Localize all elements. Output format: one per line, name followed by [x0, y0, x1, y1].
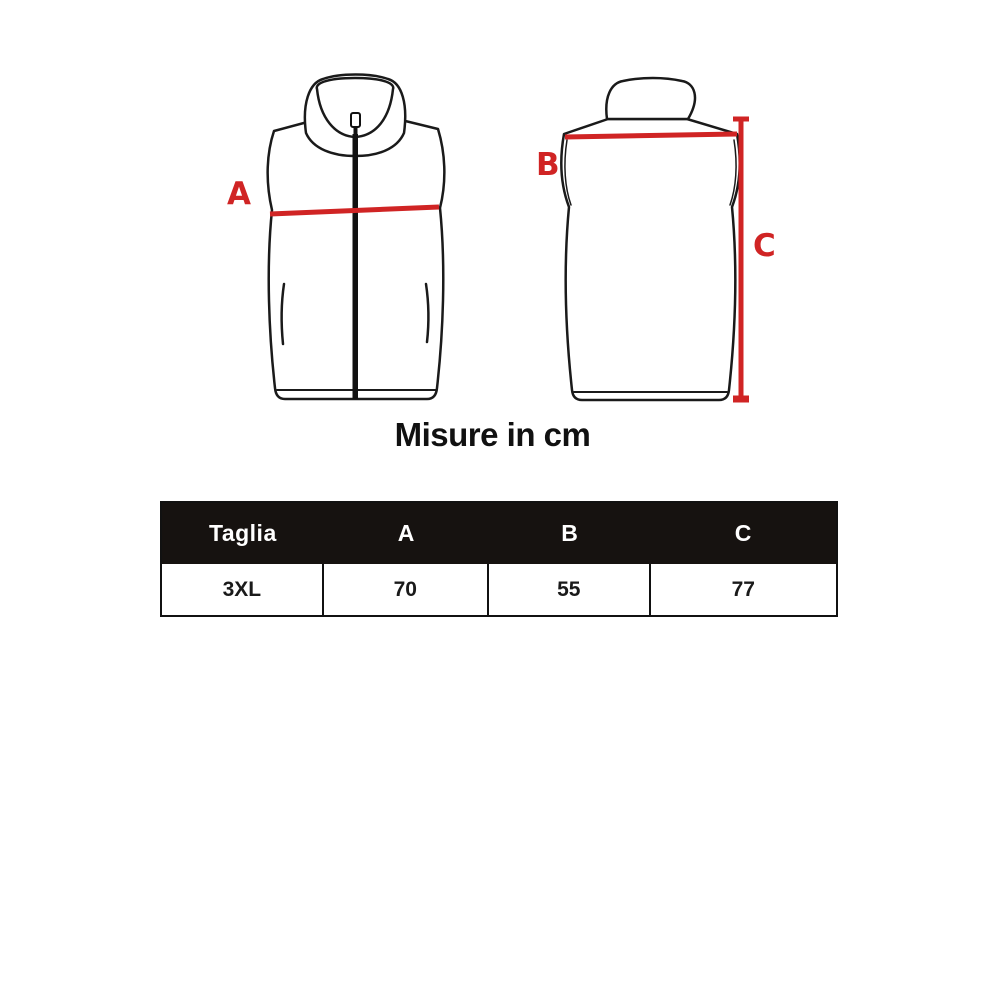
size-table-header-row [162, 503, 836, 564]
header-cell-a: A [397, 520, 415, 546]
cell-a-value: 70 [324, 564, 489, 615]
cell-b-value: 55 [489, 564, 651, 615]
size-table [160, 501, 838, 617]
header-cell-c: C [734, 520, 752, 546]
measure-label-b: B [536, 147, 560, 183]
cell-c-value: 77 [731, 578, 755, 601]
header-cell-taglia: Taglia [208, 520, 277, 546]
cell-taglia-value: 3XL [162, 564, 324, 615]
header-cell-b: B [561, 520, 579, 546]
measure-label-a: A [227, 176, 251, 212]
size-table-data-row [162, 564, 836, 615]
page-title: Misure in cm [394, 416, 591, 453]
vest-back-outline-icon [561, 78, 739, 400]
measure-label-c: C [753, 228, 776, 264]
measure-line-b-shoulder [565, 134, 737, 137]
